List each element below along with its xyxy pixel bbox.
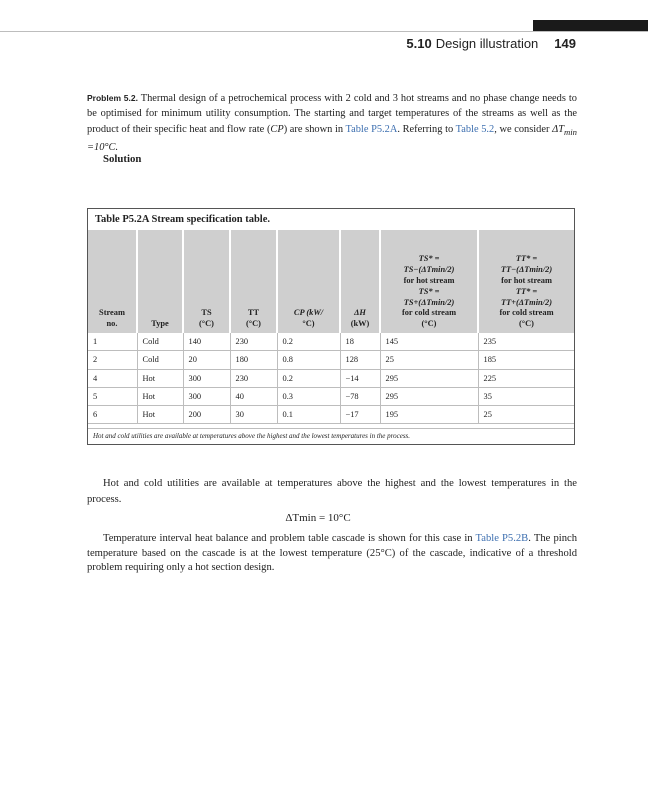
cell-no: 6 — [88, 406, 137, 424]
cell-tt: 230 — [230, 369, 277, 387]
table-title: Table P5.2A Stream specification table. — [95, 214, 270, 225]
cell-ts-star: 295 — [380, 369, 478, 387]
para2-text-a: Temperature interval heat balance and problem table cascade is shown for this case in — [103, 533, 476, 544]
cell-cp: 0.2 — [277, 369, 340, 387]
table-row — [88, 406, 574, 424]
cell-dh: −78 — [340, 387, 380, 405]
header-tt: TT (°C) — [230, 230, 277, 333]
body-paragraph-1: Hot and cold utilities are available at temperatures above the highest and the lowest temperatures in the process. — [87, 478, 577, 505]
cell-dh: −14 — [340, 369, 380, 387]
cell-ts-star: 295 — [380, 387, 478, 405]
cell-cp: 0.3 — [277, 387, 340, 405]
table-row — [88, 387, 574, 405]
cell-tt: 230 — [230, 333, 277, 351]
cell-dh: 128 — [340, 351, 380, 369]
problem-text-3: . Referring to — [397, 123, 456, 135]
problem-cp: CP — [270, 123, 284, 135]
cell-tt: 40 — [230, 387, 277, 405]
cell-ts: 20 — [183, 351, 230, 369]
cell-ts: 200 — [183, 406, 230, 424]
table-row — [88, 369, 574, 387]
cell-no: 1 — [88, 333, 137, 351]
problem-text-4: , we consider — [494, 123, 553, 135]
header-ts: TS (°C) — [183, 230, 230, 333]
cell-ts: 140 — [183, 333, 230, 351]
cell-tt: 180 — [230, 351, 277, 369]
cell-cp: 0.8 — [277, 351, 340, 369]
cell-type: Cold — [137, 351, 183, 369]
header-type: Type — [137, 230, 183, 333]
table-footnote: Hot and cold utilities are available at temperatures above the highest and the lowest temperatures in the process. — [93, 432, 411, 440]
cell-ts-star: 25 — [380, 351, 478, 369]
page-number: 149 — [554, 36, 576, 51]
equation — [0, 512, 648, 524]
cell-ts: 300 — [183, 369, 230, 387]
header-delta-h: ΔH (kW) — [340, 230, 380, 333]
cell-no: 2 — [88, 351, 137, 369]
delta-t-sub: min — [564, 126, 577, 137]
problem-text-1: Thermal design of a petrochemical process with 2 cold and 3 hot streams and no phase change needs to be optimised for minimum utility consumption. The starting and target temperatures of the streams as well as the product of their specific heat and flow rate ( — [87, 93, 577, 135]
problem-label: Problem 5.2. — [87, 93, 138, 103]
table-row — [88, 333, 574, 351]
cell-no: 5 — [88, 387, 137, 405]
cell-type: Hot — [137, 387, 183, 405]
table-52-link[interactable]: Table 5.2 — [455, 123, 495, 135]
cell-dh: 18 — [340, 333, 380, 351]
cell-tt-star: 25 — [478, 406, 574, 424]
section-title: Design illustration — [435, 36, 539, 51]
para2-text-b: . The pinch temperature based on the cascade is at the lowest temperature (25°C) of the cascade, indicative of a threshold problem requiring only a hot section design. — [87, 533, 578, 573]
table-row — [88, 351, 574, 369]
cell-ts-star: 195 — [380, 406, 478, 424]
cell-dh: −17 — [340, 406, 380, 424]
table-note-rule — [88, 428, 574, 429]
problem-text-5: =10°C. — [87, 141, 119, 153]
cell-ts-star: 145 — [380, 333, 478, 351]
cell-type: Hot — [137, 406, 183, 424]
table-header-row — [88, 230, 574, 333]
header-ts-star: TS* = TS−(ΔTmin/2) for hot stream TS* = TS+(ΔTmin/2) for cold stream (°C) — [380, 230, 478, 333]
top-decorative-bar — [533, 20, 648, 31]
cell-tt-star: 235 — [478, 333, 574, 351]
header-rule — [0, 31, 648, 32]
cell-type: Hot — [137, 369, 183, 387]
header-tt-star: TT* = TT−(ΔTmin/2) for hot stream TT* = TT+(ΔTmin/2) for cold stream (°C) — [478, 230, 574, 333]
cell-tt-star: 225 — [478, 369, 574, 387]
delta-t-symbol: ΔT — [552, 123, 564, 135]
table-p52b-link[interactable]: Table P5.2B — [475, 533, 529, 544]
cell-no: 4 — [88, 369, 137, 387]
table-p52a-link[interactable]: Table P5.2A — [345, 123, 398, 135]
cell-cp: 0.1 — [277, 406, 340, 424]
problem-text-2: ) are shown in — [283, 123, 346, 135]
header-stream-no: Stream no. — [88, 230, 137, 333]
running-header — [406, 36, 576, 51]
cell-type: Cold — [137, 333, 183, 351]
cell-ts: 300 — [183, 387, 230, 405]
cell-tt-star: 185 — [478, 351, 574, 369]
body-paragraph-2 — [87, 532, 577, 576]
problem-statement — [87, 91, 577, 155]
section-number: 5.10 — [406, 36, 432, 51]
cell-tt-star: 35 — [478, 387, 574, 405]
cell-cp: 0.2 — [277, 333, 340, 351]
solution-heading: Solution — [103, 153, 142, 165]
equation-text: ΔTmin = 10°C — [285, 512, 351, 524]
cell-tt: 30 — [230, 406, 277, 424]
stream-table-box — [87, 208, 575, 445]
stream-specification-table — [88, 230, 574, 424]
header-cp: CP (kW/ °C) — [277, 230, 340, 333]
